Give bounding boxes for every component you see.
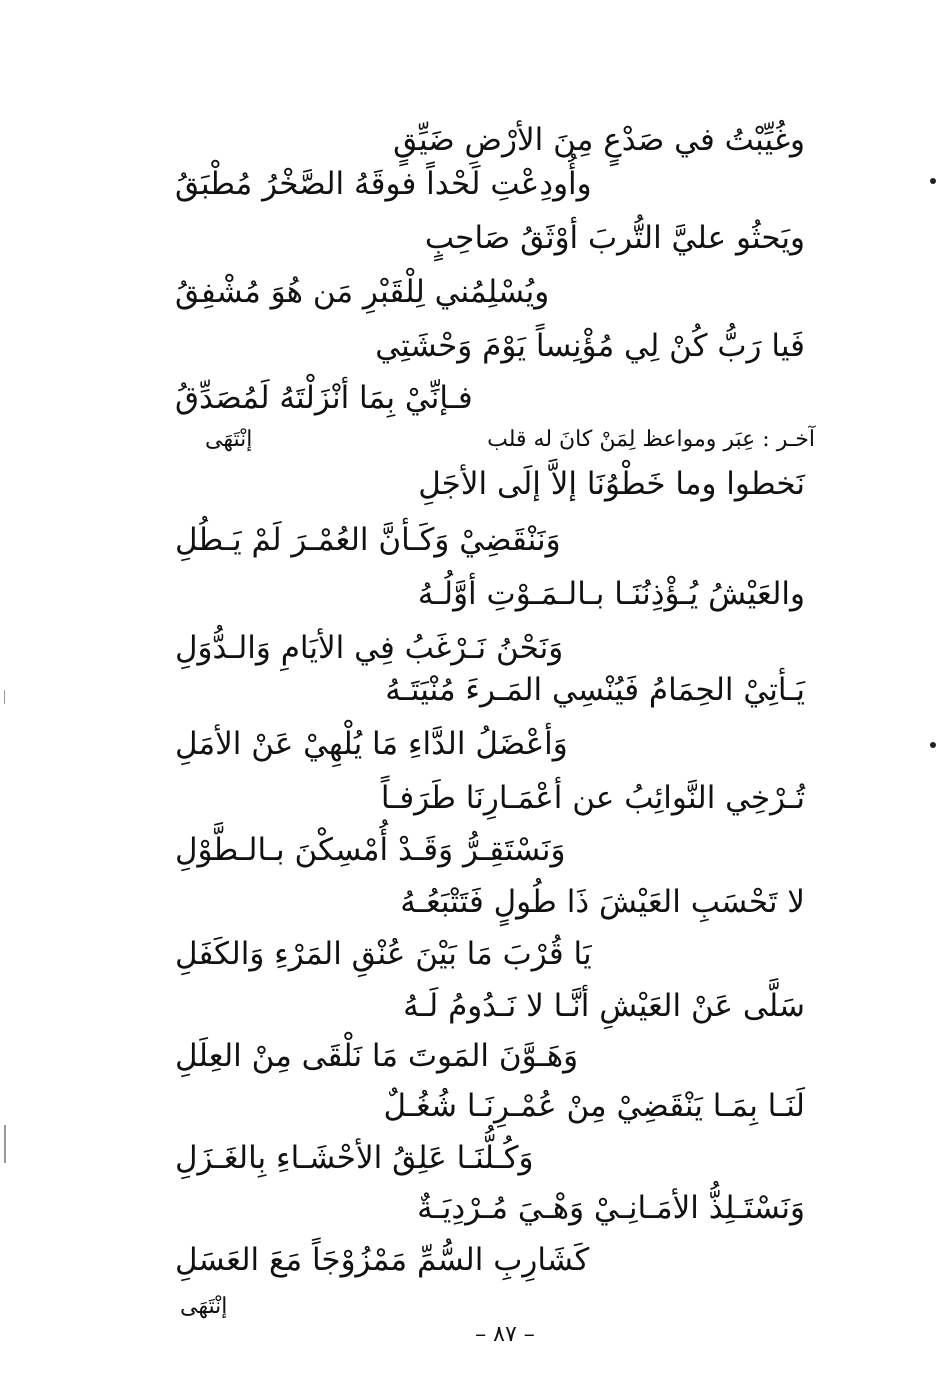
poem-two-verse-2-second-hemistich: وَنَحْنُ نَـرْغَبُ فِي الأيَامِ وَالـدُّوَلِ: [175, 630, 564, 666]
poem-two-verse-6-second-hemistich: وَهَـوَّنَ المَوتَ مَا نَلْقَى مِنْ العِلَلِ: [175, 1038, 579, 1074]
scan-dot: [930, 178, 936, 184]
poem-two-verse-8-first-hemistich: وَنَسْتَـلِذُّ الأمَـانِـيْ وَهْـيَ مُـرْدِيَـةٌ: [417, 1190, 805, 1226]
section-heading: [205, 422, 815, 458]
scan-edge-line: [4, 690, 5, 704]
poem-two-verse-5-second-hemistich: يَا قُرْبَ مَا بَيْنَ عُنْقِ المَرْءِ وَالكَفَلِ: [175, 936, 592, 972]
scan-dot: [930, 742, 936, 748]
section-heading-title: آخـر : عِبَر ومواعظ لِمَنْ كانَ له قلب: [487, 427, 815, 452]
poem-two-verse-3-first-hemistich: يَـأتِيْ الحِمَامُ فَيُنْسِي المَـرءَ مُنْيَتَـهُ: [385, 672, 805, 708]
poem-two-verse-8-second-hemistich: كَشَارِبِ السُّمِّ مَمْزُوْجَاً مَعَ العَسَلِ: [175, 1242, 590, 1278]
poem-one-verse-2-first-hemistich: ويَحثُو عليَّ التُّربَ أوْثَقُ صَاحِبٍ: [424, 220, 805, 256]
poem-two-verse-5-first-hemistich: لا تَحْسَبِ العَيْشَ ذَا طُولٍ فَتَتْبَعُـهُ: [400, 884, 805, 920]
poem-two-verse-1-first-hemistich: نَخطوا وما خَطْوُنَا إلاَّ إلَى الأجَلِ: [418, 466, 805, 502]
poem-one-verse-3-first-hemistich: فَيا رَبُّ كُنْ لِي مُؤْنِساً يَوْمَ وَحْشَتِي: [375, 328, 805, 364]
poem-two-verse-4-second-hemistich: وَنَسْتَقِـرُّ وَقَـدْ أُمْسِكْنَ بـالـطَّوْلِ: [175, 832, 566, 868]
poem-one-verse-2-second-hemistich: ويُسْلِمُني لِلْقَبْرِ مَن هُوَ مُشْفِقُ: [175, 274, 550, 310]
poem-two-verse-6-first-hemistich: سَلَّى عَنْ العَيْشِ أنَّـا لا نَـدُومُ لَـهُ: [403, 988, 805, 1024]
page-number: – ٨٧ –: [475, 1322, 535, 1347]
scan-edge-line: [4, 1125, 6, 1163]
poem-two-verse-2-first-hemistich: والعَيْشُ يُـؤْذِنُنَـا بـالـمَـوْتِ أوَّلُـهُ: [417, 576, 805, 612]
poem-one-verse-3-second-hemistich: فـإنِّيْ بِمَا أنْزَلْتَهُ لَمُصَدِّقُ: [175, 380, 473, 416]
section-end-label: إنْتَهَى: [205, 427, 253, 452]
poem-one-verse-1-second-hemistich: وأُودِعْتِ لَحْداً فوقَهُ الصَّخْرُ مُطْبَقُ: [175, 166, 592, 202]
poem-two-verse-7-first-hemistich: لَنَـا بِمَـا يَنْقَضِيْ مِنْ عُمْـرِنَـا شُغُـلٌ: [383, 1088, 805, 1124]
poem-two-verse-3-second-hemistich: وَأعْضَلُ الدَّاءِ مَا يُلْهِيْ عَنْ الأمَلِ: [175, 726, 568, 762]
poem-two-verse-1-second-hemistich: وَنَنْقَضِيْ وَكَـأنَّ العُمْـرَ لَمْ يَـطُلِ: [175, 522, 561, 558]
closing-end-label: إنْتَهَى: [180, 1294, 228, 1319]
poem-two-verse-7-second-hemistich: وَكُـلُّنَـا عَلِقُ الأحْشَـاءِ بِالغَـزَلِ: [175, 1140, 534, 1176]
poem-two-verse-4-first-hemistich: تُـرْخِي النَّوائِبُ عن أعْمَـارِنَا طَرَفـاً: [380, 780, 805, 816]
poem-one-verse-1-first-hemistich: وغُيِّبْتُ في صَدْعٍ مِنَ الأرْضِ ضَيِّقٍ: [393, 122, 805, 158]
